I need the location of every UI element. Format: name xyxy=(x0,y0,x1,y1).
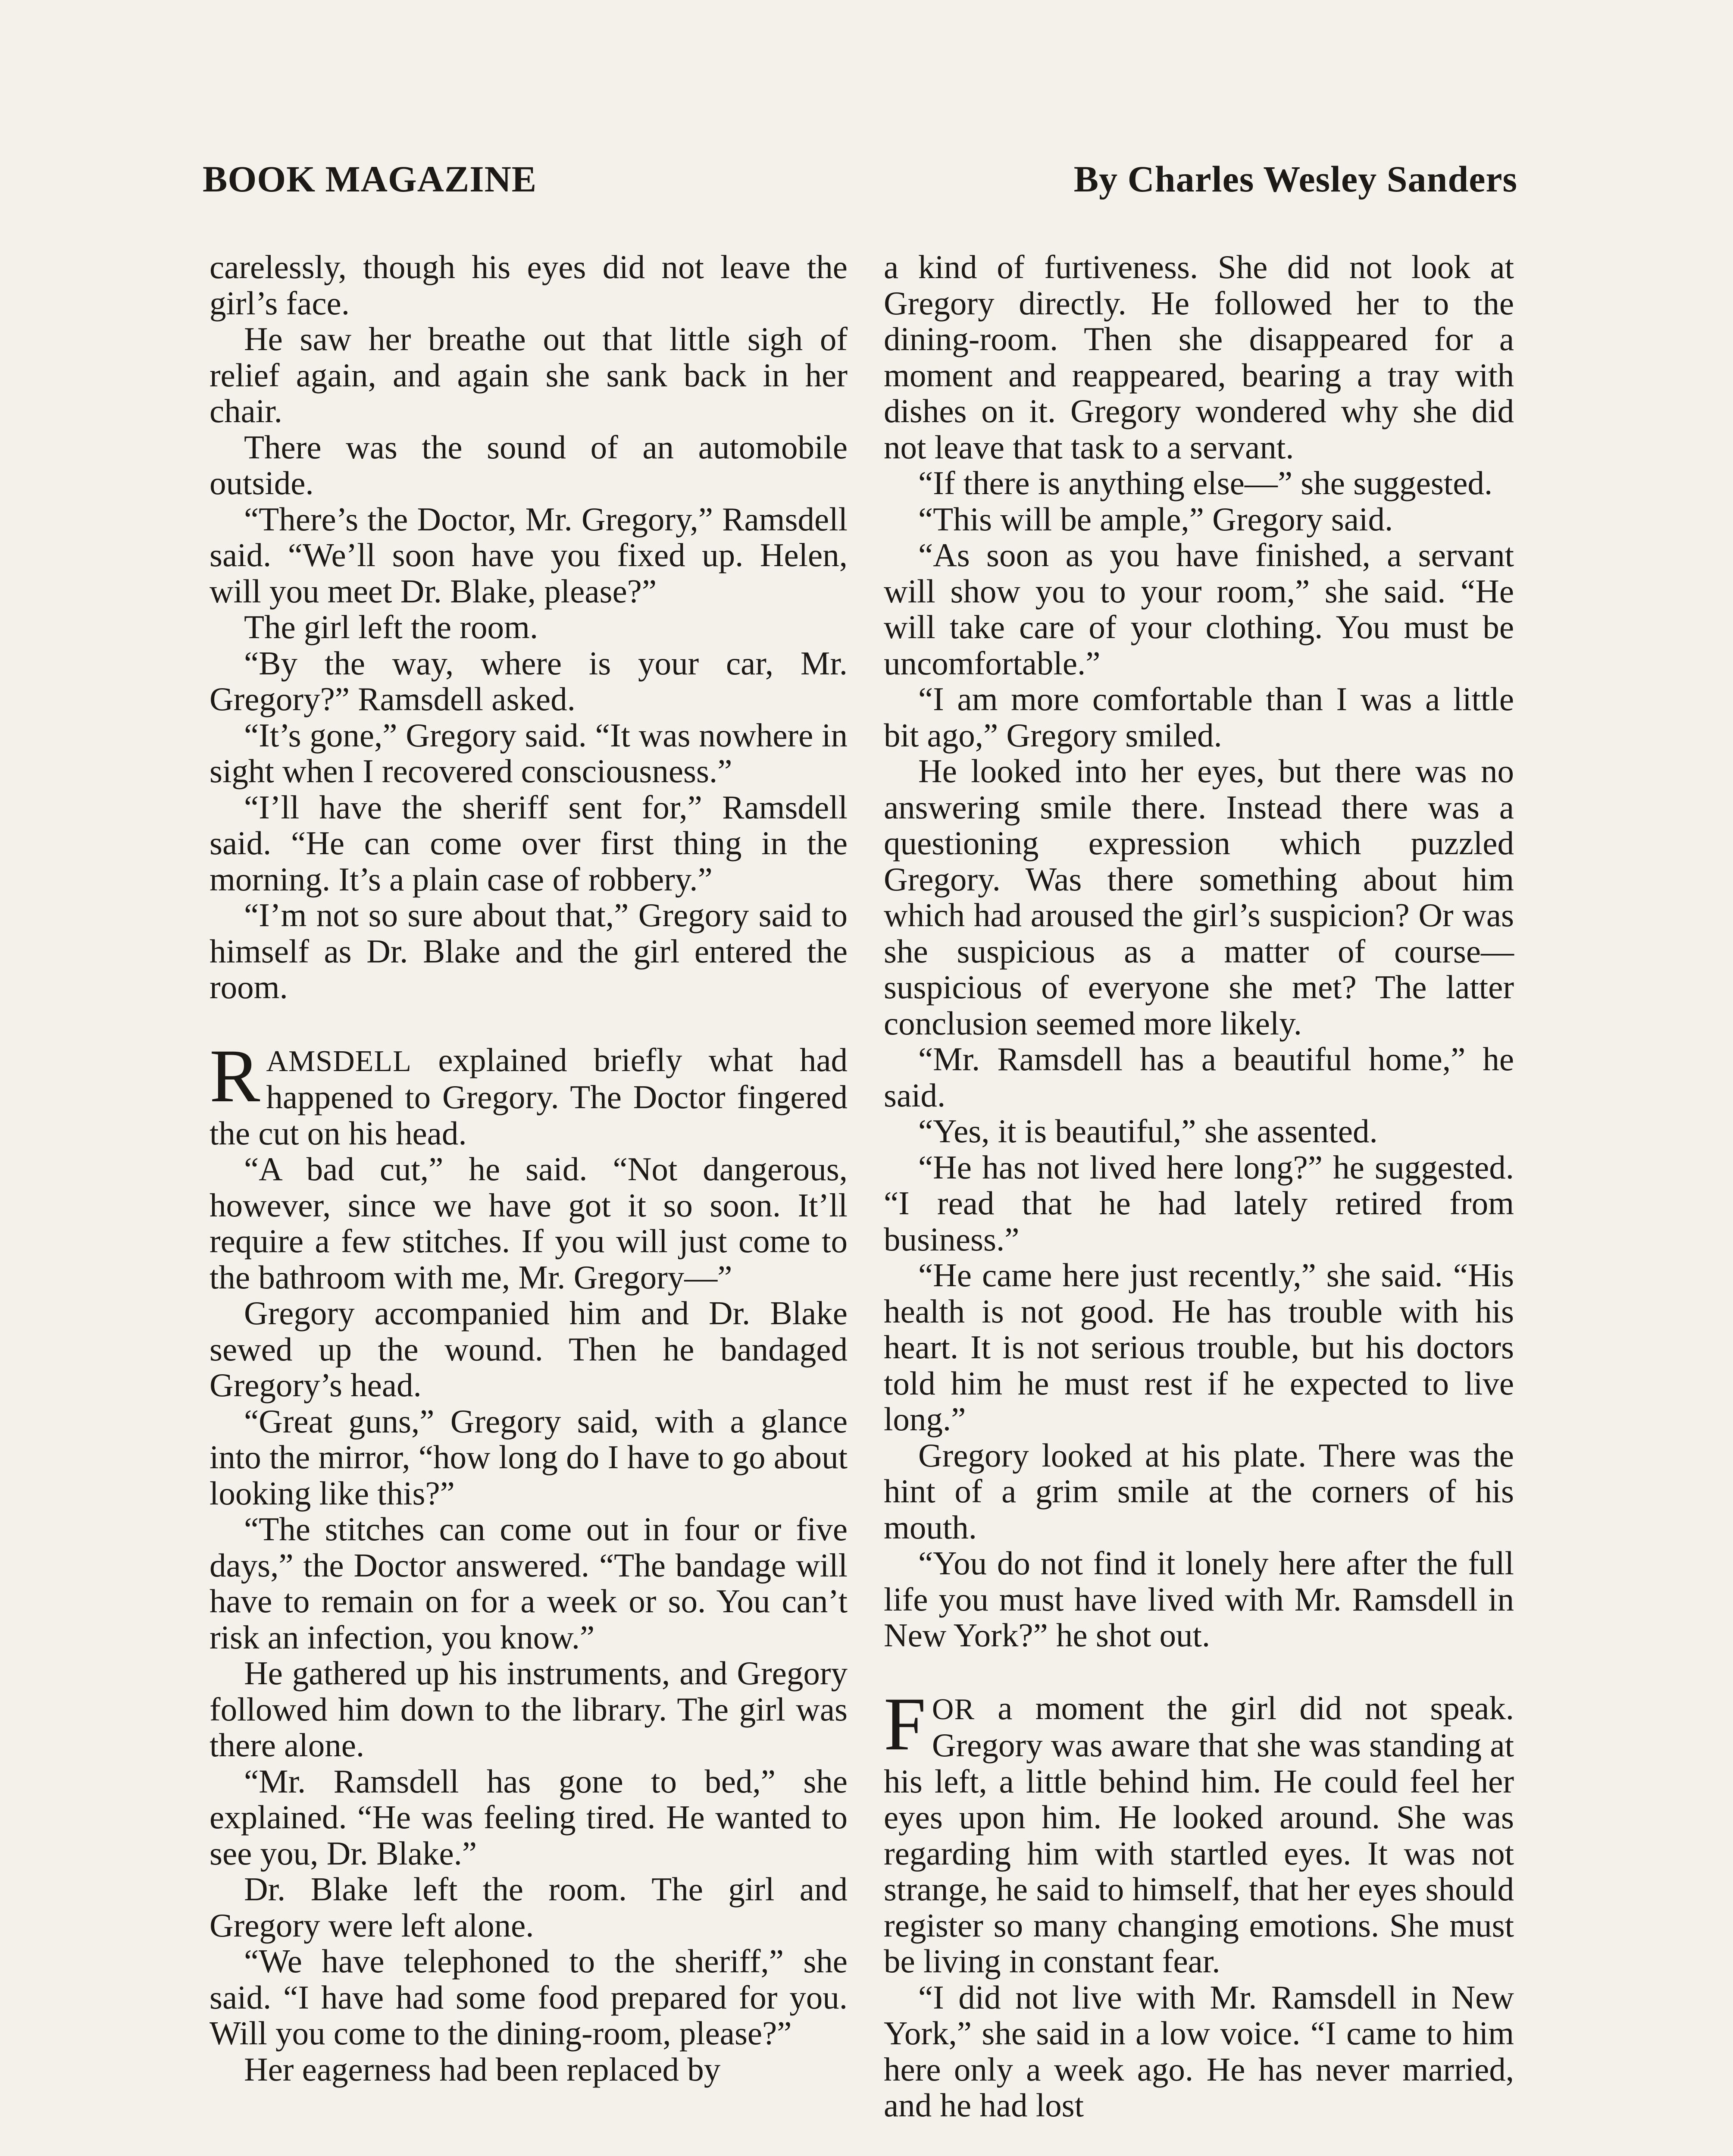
small-caps-lead: OR xyxy=(932,1692,975,1726)
paragraph: “If there is anything else—” she suggested. xyxy=(918,464,1493,501)
paragraph: “I’ll have the sheriff sent for,” Ramsdell said. “He can come over first thing in the morning. It’s a plain case of robbery.” xyxy=(210,788,848,898)
paragraph: “A bad cut,” he said. “Not dangerous, however, since we have got it so soon. It’ll require a few stitches. If you will just come to the bathroom with me, Mr. Gregory—” xyxy=(210,1150,848,1296)
paragraph: “I am more comfortable than I was a little bit ago,” Gregory smiled. xyxy=(884,680,1514,754)
paragraph: “Mr. Ramsdell has gone to bed,” she explained. “He was feeling tired. He wanted to see you, Dr. Blake.” xyxy=(210,1762,848,1872)
section-opening-paragraph xyxy=(210,1034,848,1152)
paragraph: a kind of furtiveness. She did not look at Gregory directly. He followed her to the dining-room. Then she disappeared for a moment and reappeared, bearing a tray with dishes on it. Gregory wondered why she did not leave that task to a servant. xyxy=(884,248,1514,466)
right-column xyxy=(884,249,1514,2124)
paragraph: “This will be ample,” Gregory said. xyxy=(918,500,1393,538)
paragraph: “You do not find it lonely here after the full life you must have lived with Mr. Ramsdell in New York?” he shot out. xyxy=(884,1545,1514,1654)
paragraph: “I’m not so sure about that,” Gregory said to himself as Dr. Blake and the girl entered the room. xyxy=(210,896,848,1006)
paragraph: “He has not lived here long?” he suggested. “I read that he had lately retired from business.” xyxy=(884,1148,1514,1258)
paragraph: “I did not live with Mr. Ramsdell in New York,” she said in a low voice. “I came to him here only a week ago. He has never married, and he had lost xyxy=(884,1978,1514,2124)
section-opening-paragraph xyxy=(884,1682,1514,1980)
paragraph: Gregory looked at his plate. There was the hint of a grim smile at the corners of his mouth. xyxy=(884,1436,1514,1546)
paragraph-text: explained briefly what had happened to Gregory. The Doctor fingered the cut on his head. xyxy=(210,1041,848,1152)
paragraph: “By the way, where is your car, Mr. Gregory?” Ramsdell asked. xyxy=(210,644,848,718)
drop-cap: F xyxy=(884,1682,926,1766)
paragraph-text: a moment the girl did not speak. Gregory was aware that she was standing at his left, a little behind him. He could feel her eyes upon him. He looked around. She was regarding him with startled eyes. It was not strange, he said to himself, that her eyes should register so many changing emotions. She must be living in constant fear. xyxy=(884,1689,1514,1980)
paragraph: “It’s gone,” Gregory said. “It was nowhere in sight when I recovered consciousness.” xyxy=(210,716,848,790)
paragraph: carelessly, though his eyes did not leave the girl’s face. xyxy=(210,248,848,322)
paragraph: “As soon as you have finished, a servant will show you to your room,” she said. “He will take care of your clothing. You must be uncomfortable.” xyxy=(884,536,1514,682)
paragraph: “The stitches can come out in four or five days,” the Doctor answered. “The bandage will have to remain on for a week or so. You can’t risk an infection, you know.” xyxy=(210,1510,848,1656)
left-column xyxy=(210,249,848,2087)
paragraph: Dr. Blake left the room. The girl and Gregory were left alone. xyxy=(210,1871,848,1944)
paragraph: “Great guns,” Gregory said, with a glance into the mirror, “how long do I have to go about looking like this?” xyxy=(210,1402,848,1512)
paragraph: “Mr. Ramsdell has a beautiful home,” he said. xyxy=(884,1040,1514,1114)
paragraph: Her eagerness had been replaced by xyxy=(244,2050,721,2088)
small-caps-lead: AMSDELL xyxy=(266,1044,412,1078)
paragraph: “He came here just recently,” she said. “His health is not good. He has trouble with his heart. It is not serious trouble, but his doctors told him he must rest if he expected to live long.” xyxy=(884,1257,1514,1438)
paragraph: “Yes, it is beautiful,” she assented. xyxy=(918,1112,1378,1150)
paragraph: He saw her breathe out that little sigh of relief again, and again she sank back in her chair. xyxy=(210,320,848,429)
paragraph: Gregory accompanied him and Dr. Blake sewed up the wound. Then he bandaged Gregory’s head. xyxy=(210,1294,848,1404)
drop-cap: R xyxy=(210,1034,260,1118)
paragraph: “We have telephoned to the sheriff,” she said. “I have had some food prepared for you. Will you come to the dining-room, please?” xyxy=(210,1943,848,2052)
paragraph: He looked into her eyes, but there was no answering smile there. Instead there was a questioning expression which puzzled Gregory. Was there something about him which had aroused the girl’s suspicion? Or was she suspicious as a matter of course—suspicious of everyone she met? The latter conclusion seemed more likely. xyxy=(884,752,1514,1042)
running-head-title: BOOK MAGAZINE xyxy=(203,158,537,200)
paragraph: He gathered up his instruments, and Gregory followed him down to the library. The girl was there alone. xyxy=(210,1655,848,1764)
paragraph: The girl left the room. xyxy=(244,608,538,646)
paragraph: “There’s the Doctor, Mr. Gregory,” Ramsdell said. “We’ll soon have you fixed up. Helen, will you meet Dr. Blake, please?” xyxy=(210,500,848,610)
paragraph: There was the sound of an automobile outside. xyxy=(210,428,848,501)
running-head-author: By Charles Wesley Sanders xyxy=(1073,158,1517,200)
